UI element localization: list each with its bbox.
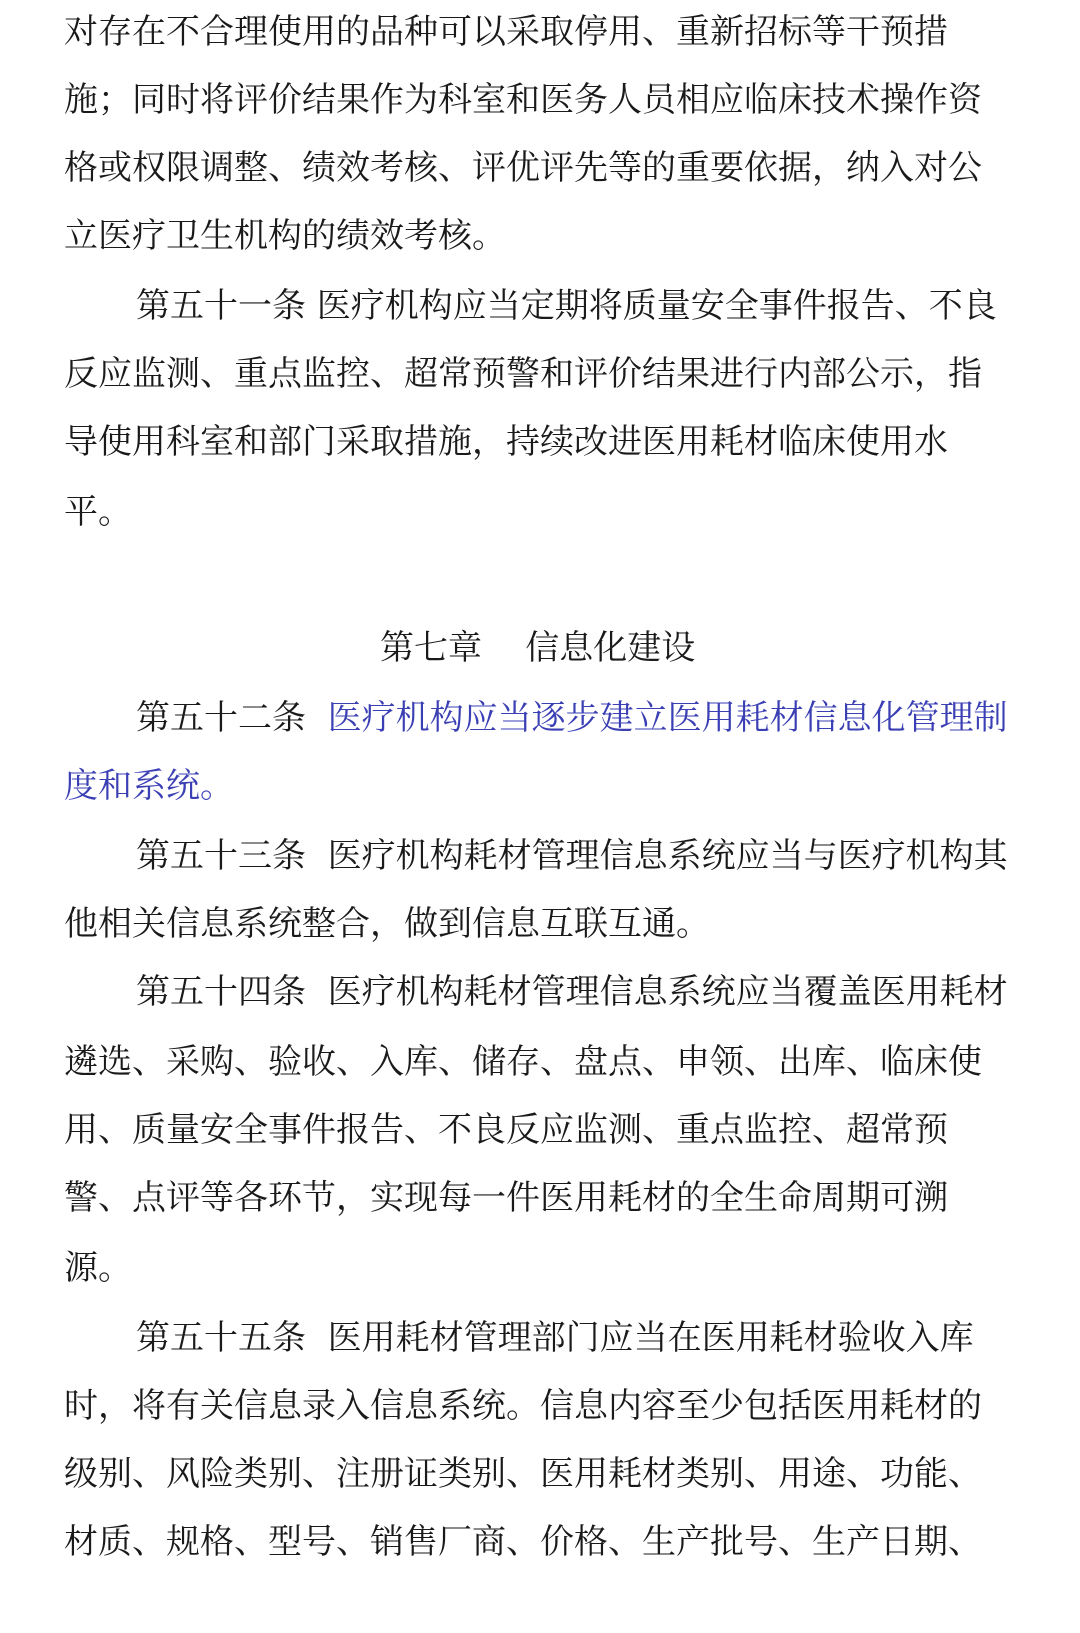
- paragraph-line: 对存在不合理使用的品种可以采取停用、重新招标等干预措: [64, 12, 948, 52]
- paragraph-line: 格或权限调整、绩效考核、评优评先等的重要依据，纳入对公: [64, 148, 982, 188]
- article-53-line: 他相关信息系统整合，做到信息互联互通。: [64, 904, 710, 944]
- article-51-line: 导使用科室和部门采取措施，持续改进医用耗材临床使用水: [64, 422, 948, 462]
- article-52-highlight: 医疗机构应当逐步建立医用耗材信息化管理制: [327, 698, 1008, 738]
- article-55-line: 时，将有关信息录入信息系统。信息内容至少包括医用耗材的: [64, 1386, 982, 1426]
- chapter-heading: 第七章 信息化建设: [380, 628, 696, 668]
- article-52-highlight-continued: 度和系统。: [64, 766, 234, 806]
- article-55-line: 第五十五条 医用耗材管理部门应当在医用耗材验收入库: [136, 1318, 974, 1358]
- article-52-line: [136, 698, 1008, 738]
- article-51-line: 平。: [64, 492, 132, 532]
- article-53-line: 第五十三条 医疗机构耗材管理信息系统应当与医疗机构其: [136, 836, 1008, 876]
- article-54-line: 遴选、采购、验收、入库、储存、盘点、申领、出库、临床使: [64, 1042, 982, 1082]
- article-52-label: 第五十二条: [136, 698, 328, 738]
- article-54-line: 用、质量安全事件报告、不良反应监测、重点监控、超常预: [64, 1110, 948, 1150]
- paragraph-line: 立医疗卫生机构的绩效考核。: [64, 216, 506, 256]
- article-54-line: 源。: [64, 1248, 132, 1288]
- article-55-line: 材质、规格、型号、销售厂商、价格、生产批号、生产日期、: [64, 1522, 982, 1562]
- article-54-line: 第五十四条 医疗机构耗材管理信息系统应当覆盖医用耗材: [136, 972, 1008, 1012]
- article-55-line: 级别、风险类别、注册证类别、医用耗材类别、用途、功能、: [64, 1454, 982, 1494]
- article-51-line: 反应监测、重点监控、超常预警和评价结果进行内部公示，指: [64, 354, 982, 394]
- article-54-line: 警、点评等各环节，实现每一件医用耗材的全生命周期可溯: [64, 1178, 948, 1218]
- article-51-line: 第五十一条 医疗机构应当定期将质量安全事件报告、不良: [136, 286, 997, 326]
- paragraph-line: 施；同时将评价结果作为科室和医务人员相应临床技术操作资: [64, 80, 982, 120]
